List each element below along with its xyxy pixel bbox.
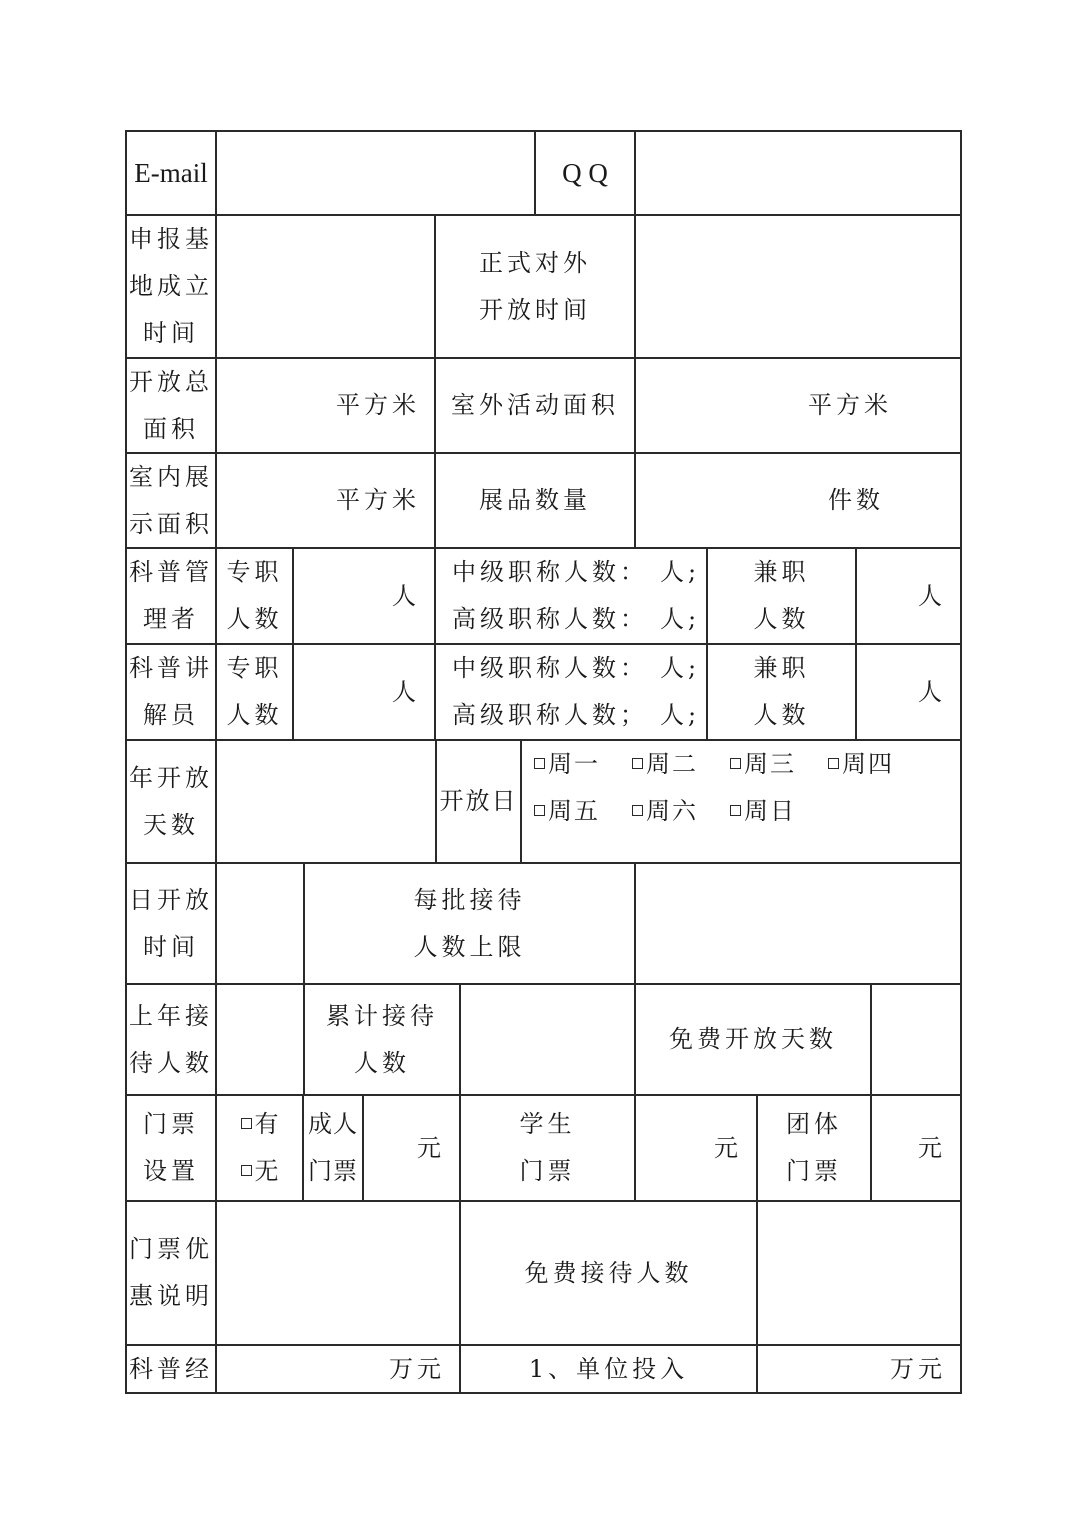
founding-date-input[interactable] [217,216,434,357]
guides-parttime-unit: 人 [918,677,946,706]
daily-hours-label: 日开放 时间 [129,885,213,961]
email-input[interactable] [217,132,534,214]
batch-limit-input[interactable] [636,864,960,983]
weekday-options [522,741,960,862]
weekday-option-wed[interactable]: 周三 [730,741,828,788]
ticket-setting-label: 门票 设置 [143,1110,199,1185]
official-open-input[interactable] [636,216,960,357]
guides-titles: 中级职称人数： 人; 高级职称人数； 人; [452,654,701,729]
last-year-visitors-label: 上年接 待人数 [129,1001,213,1077]
daily-hours-input[interactable] [217,864,303,983]
annual-open-days-input[interactable] [217,741,435,862]
checkbox-icon[interactable] [730,805,741,816]
checkbox-icon[interactable] [534,805,545,816]
checkbox-icon[interactable] [828,758,839,769]
founding-date-label: 申报基 地成立 时间 [129,225,213,347]
student-ticket-label: 学生 门票 [519,1110,576,1185]
managers-titles: 中级职称人数： 人; 高级职称人数： 人; [452,558,701,633]
weekday-option-sat[interactable]: 周六 [632,788,730,835]
total-area-label: 开放总 面积 [129,367,213,443]
weekday-option-thu[interactable]: 周四 [828,741,926,788]
adult-ticket-label: 成人 门票 [308,1110,358,1185]
managers-label: 科普管 理者 [129,558,213,633]
group-ticket-label: 团体 门票 [786,1110,842,1185]
free-open-days-input[interactable] [872,985,960,1094]
checkbox-icon[interactable] [632,805,643,816]
official-open-label: 正式对外 开放时间 [479,248,591,324]
guides-label: 科普讲 解员 [129,654,213,729]
adult-ticket-unit: 元 [417,1133,445,1162]
ticket-discount-input[interactable] [217,1202,459,1344]
guides-parttime-label: 兼职 人数 [753,654,810,729]
open-day-label: 开放日 [439,787,518,815]
total-area-unit: 平方米 [336,391,420,419]
managers-parttime-label: 兼职 人数 [753,558,810,633]
batch-limit-label: 每批接待 人数上限 [413,885,526,961]
checkbox-icon[interactable] [632,758,643,769]
managers-fulltime-label: 专职 人数 [226,558,283,633]
cumulative-visitors-input[interactable] [461,985,634,1094]
funding-unit-1: 万元 [389,1354,445,1383]
student-ticket-unit: 元 [714,1133,742,1162]
free-visitors-label: 免费接待人数 [524,1258,693,1287]
ticket-yes-no-options [217,1096,302,1200]
ticket-discount-label: 门票优 惠说明 [129,1235,213,1310]
weekday-option-sun[interactable]: 周日 [730,788,828,835]
guides-fulltime-label: 专职 人数 [226,654,283,729]
checkbox-icon[interactable] [534,758,545,769]
funding-unit-2: 万元 [890,1354,946,1383]
qq-label: Q Q [562,157,608,188]
unit-investment-label: 1、单位投入 [528,1354,689,1383]
qq-input[interactable] [636,132,960,214]
weekday-option-mon[interactable]: 周一 [534,741,632,788]
indoor-area-label: 室内展 示面积 [129,462,213,538]
indoor-area-unit: 平方米 [336,486,420,514]
free-visitors-input[interactable] [758,1202,960,1344]
group-ticket-unit: 元 [918,1133,946,1162]
ticket-option-no[interactable]: 无 [241,1148,279,1195]
guides-fulltime-unit: 人 [392,677,420,706]
exhibits-count-unit: 件数 [828,486,884,514]
weekday-option-fri[interactable]: 周五 [534,788,632,835]
annual-open-days-label: 年开放 天数 [129,763,213,839]
funding-label: 科普经 [129,1354,213,1383]
ticket-option-yes[interactable]: 有 [241,1101,279,1148]
outdoor-area-unit: 平方米 [808,391,892,419]
exhibits-count-label: 展品数量 [479,486,591,514]
managers-parttime-unit: 人 [918,581,946,610]
checkbox-icon[interactable] [241,1118,252,1129]
free-open-days-label: 免费开放天数 [669,1025,837,1053]
table-line [960,130,962,1394]
last-year-visitors-input[interactable] [217,985,303,1094]
checkbox-icon[interactable] [730,758,741,769]
cumulative-visitors-label: 累计接待 人数 [326,1001,438,1077]
weekday-option-tue[interactable]: 周二 [632,741,730,788]
email-label: E-mail [134,157,208,188]
checkbox-icon[interactable] [241,1165,252,1176]
outdoor-area-label: 室外活动面积 [451,391,619,419]
managers-fulltime-unit: 人 [392,581,420,610]
